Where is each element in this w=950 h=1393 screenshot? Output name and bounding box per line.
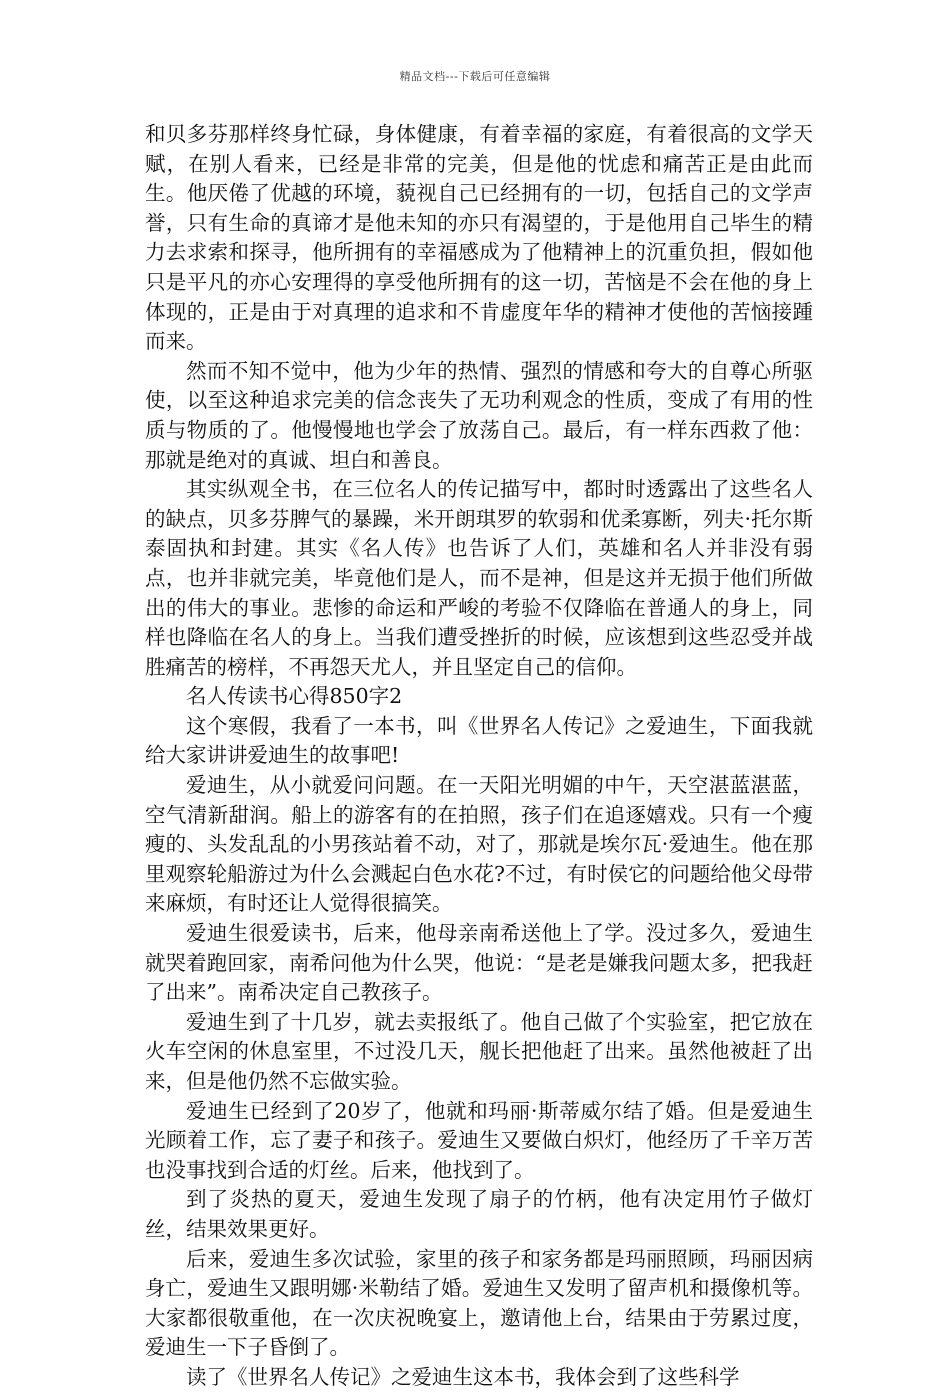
paragraph: 和贝多芬那样终身忙碌，身体健康，有着幸福的家庭，有着很高的文学天赋，在别人看来，已经是非常的完美，但是他的忧虑和痛苦正是由此而生。他厌倦了优越的环境，藐视自己已经拥有的一切，包括自己的文学声誉，只有生命的真谛才是他未知的亦只有渴望的，于是他用自己毕生的精力去求索和探寻，他所拥有的幸福感成为了他精神上的沉重负担，假如他只是平凡的亦心安理得的享受他所拥有的这一切，苦恼是不会在他的身上体现的，正是由于对真理的追求和不肯虚度年华的精神才使他的苦恼接踵而来。 [145, 122, 813, 354]
paragraph: 然而不知不觉中，他为少年的热情、强烈的情感和夸大的自尊心所驱使，以至这种追求完美的信念丧失了无功利观念的性质，变成了有用的性质与物质的了。他慢慢地也学会了放荡自己。最后，有一样东西救了他：那就是绝对的真诚、坦白和善良。 [145, 358, 813, 472]
paragraph: 爱迪生，从小就爱问问题。在一天阳光明媚的中午，天空湛蓝湛蓝，空气清新甜润。船上的游客有的在拍照，孩子们在追逐嬉戏。只有一个瘦瘦的、头发乱乱的小男孩站着不动，对了，那就是埃尔瓦·爱迪生。他在那里观察轮船游过为什么会溅起白色水花?不过，有时侯它的问题给他父母带来麻烦，有时还让人觉得很搞笑。 [145, 773, 813, 916]
page-header: 精品文档---下载后可任意编辑 [399, 70, 551, 83]
paragraph: 这个寒假，我看了一本书，叫《世界名人传记》之爱迪生，下面我就给大家讲讲爱迪生的故事吧! [145, 713, 813, 768]
paragraph: 后来，爱迪生多次试验，家里的孩子和家务都是玛丽照顾，玛丽因病身亡，爱迪生又跟明娜·米勒结了婚。爱迪生又发明了留声机和摄像机等。大家都很敬重他，在一次庆祝晚宴上，邀请他上台，结果由于劳累过度，爱迪生一下子昏倒了。 [145, 1246, 813, 1360]
paragraph: 爱迪生很爱读书，后来，他母亲南希送他上了学。没过多久，爱迪生就哭着跑回家，南希问他为什么哭，他说：“是老是嫌我问题太多，把我赶了出来”。南希决定自己教孩子。 [145, 921, 813, 1005]
paragraph: 爱迪生已经到了20岁了，他就和玛丽·斯蒂威尔结了婚。但是爱迪生光顾着工作，忘了妻子和孩子。爱迪生又要做白炽灯，他经历了千辛万苦也没事找到合适的灯丝。后来，他找到了。 [145, 1098, 813, 1182]
document-body [145, 120, 813, 1393]
paragraph: 到了炎热的夏天，爱迪生发现了扇子的竹柄，他有决定用竹子做灯丝，结果效果更好。 [145, 1187, 813, 1241]
paragraph: 读了《世界名人传记》之爱迪生这本书，我体会到了这些科学 [186, 1364, 740, 1389]
paragraph: 爱迪生到了十几岁，就去卖报纸了。他自己做了个实验室，把它放在火车空闲的休息室里，不过没几天，舰长把他赶了出来。虽然他被赶了出来，但是他仍然不忘做实验。 [145, 1009, 813, 1093]
paragraph: 其实纵观全书，在三位名人的传记描写中，都时时透露出了这些名人的缺点，贝多芬脾气的暴躁，米开朗琪罗的软弱和优柔寡断，列夫·托尔斯泰固执和封建。其实《名人传》也告诉了人们，英雄和名人并非没有弱点，也并非就完美，毕竟他们是人，而不是神，但是这并无损于他们所做出的伟大的事业。悲惨的命运和严峻的考验不仅降临在普通人的身上，同样也降临在名人的身上。当我们遭受挫折的时候，应该想到这些忍受并战胜痛苦的榜样，不再怨天尤人，并且坚定自己的信仰。 [145, 477, 813, 679]
section-heading: 名人传读书心得850字2 [186, 684, 403, 709]
